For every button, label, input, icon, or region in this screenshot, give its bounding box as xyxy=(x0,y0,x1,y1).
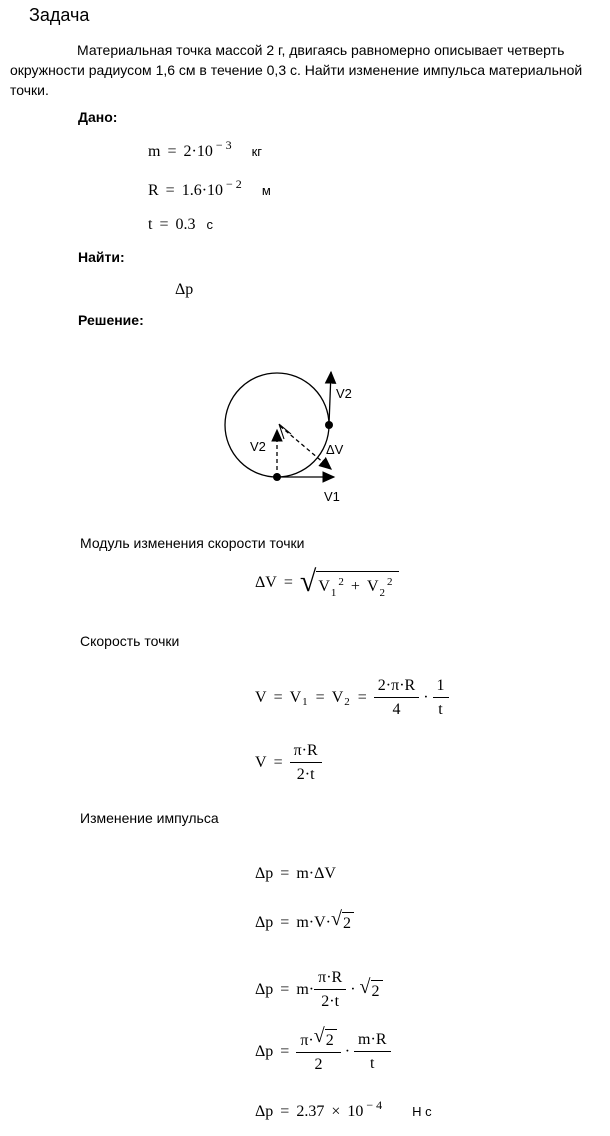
superscript: 2 xyxy=(338,576,344,588)
rhs: m·ΔV xyxy=(296,865,336,882)
equals-sign: = xyxy=(159,216,169,233)
fraction xyxy=(354,1030,390,1073)
statement-line-1: Материальная точка массой 2 г, двигаясь равномерно описывает четверть xyxy=(77,42,565,58)
variable-m: m xyxy=(148,143,161,160)
delta-v-formula xyxy=(255,565,399,599)
subscript: 2 xyxy=(344,696,350,709)
radicand: 2 xyxy=(371,980,383,1001)
multiply-dot: · xyxy=(350,981,356,999)
momentum-formula-1 xyxy=(255,864,336,883)
delta-p-symbol: Δp xyxy=(175,281,194,298)
delta-v-label: ΔV xyxy=(326,442,344,457)
fraction xyxy=(296,1025,340,1074)
page-title: Задача xyxy=(29,5,90,25)
times-sign: × xyxy=(331,1103,341,1120)
v2-vector-arrow xyxy=(329,372,331,425)
square-root xyxy=(299,565,399,599)
mass-exponent: − 3 xyxy=(215,138,232,152)
mass-unit: кг xyxy=(251,144,263,159)
v-term: V xyxy=(318,578,330,595)
time-value: 0.3 xyxy=(175,216,196,233)
numerator: π·R xyxy=(290,741,322,763)
result-unit: Н с xyxy=(412,1104,432,1119)
step-speed-label: Скорость точки xyxy=(80,633,180,649)
result-mantissa: 2.37 xyxy=(296,1103,325,1120)
v-term: V xyxy=(366,578,379,595)
denominator: t xyxy=(438,701,443,719)
v-symbol: V xyxy=(255,754,267,772)
radical-sign: √ xyxy=(359,975,371,998)
numerator: π·R xyxy=(314,968,346,990)
pi-factor: π· xyxy=(300,1032,314,1049)
factor: m· xyxy=(296,981,315,999)
multiply-dot: · xyxy=(423,689,429,707)
equals-sign: = xyxy=(280,913,290,931)
v2-symbol: V xyxy=(331,689,344,707)
equals-sign: = xyxy=(315,689,325,707)
find-label: Найти: xyxy=(78,249,125,265)
numerator: 1 xyxy=(433,676,449,698)
radicand xyxy=(316,571,398,599)
plus-sign: + xyxy=(350,578,360,595)
equals-sign: = xyxy=(283,574,293,591)
v2-dashed-label: V2 xyxy=(250,439,266,454)
square-root xyxy=(330,908,354,933)
lhs: Δp xyxy=(255,913,274,931)
equals-sign: = xyxy=(280,1103,290,1120)
solution-label: Решение: xyxy=(78,312,144,328)
lhs: ΔV xyxy=(255,574,277,591)
subscript: 1 xyxy=(302,696,308,709)
superscript: 2 xyxy=(387,576,393,588)
equals-sign: = xyxy=(273,689,283,707)
denominator: 2·t xyxy=(321,993,340,1011)
speed-formula-2 xyxy=(255,741,322,784)
multiply-dot: · xyxy=(344,1042,351,1060)
fraction xyxy=(433,676,449,719)
equals-sign: = xyxy=(280,1042,290,1060)
speed-formula-1 xyxy=(255,676,449,719)
numerator xyxy=(296,1025,340,1053)
momentum-formula-2 xyxy=(255,908,354,933)
fraction xyxy=(290,741,322,784)
given-radius-equation xyxy=(148,177,271,200)
step-speed-change-label: Модуль изменения скорости точки xyxy=(80,535,305,551)
fraction xyxy=(374,676,419,719)
velocity-diagram xyxy=(214,356,362,508)
given-mass-equation xyxy=(148,138,263,161)
subscript: 1 xyxy=(330,587,337,599)
statement-line-3: точки. xyxy=(10,82,49,98)
lhs: Δp xyxy=(255,865,274,882)
lhs: Δp xyxy=(255,981,274,999)
equals-sign: = xyxy=(357,689,367,707)
subscript: 2 xyxy=(379,587,385,599)
given-label: Дано: xyxy=(78,109,118,125)
radical-sign: √ xyxy=(330,908,342,930)
radius-value: 1.6·10 xyxy=(181,182,224,199)
numerator: m·R xyxy=(354,1030,390,1052)
momentum-formula-4 xyxy=(255,1025,391,1074)
radicand: 2 xyxy=(342,912,354,933)
numerator: 2·π·R xyxy=(374,676,419,698)
equals-sign: = xyxy=(280,865,290,882)
radical-sign: √ xyxy=(299,565,317,598)
square-root xyxy=(313,1025,337,1050)
radicand: 2 xyxy=(325,1029,337,1050)
momentum-result xyxy=(255,1098,432,1121)
denominator: 2·t xyxy=(296,766,315,784)
radius-exponent: − 2 xyxy=(226,177,242,191)
equals-sign: = xyxy=(167,143,177,160)
lhs: Δp xyxy=(255,1103,274,1120)
square-root xyxy=(359,975,383,1001)
variable-r: R xyxy=(148,182,159,199)
time-unit: с xyxy=(206,217,213,232)
variable-t: t xyxy=(148,216,153,233)
radical-sign: √ xyxy=(313,1025,325,1047)
radius-unit: м xyxy=(261,183,271,198)
given-time-equation xyxy=(148,215,213,234)
lhs: Δp xyxy=(255,1042,274,1060)
equals-sign: = xyxy=(273,754,283,772)
result-exponent: − 4 xyxy=(366,1098,383,1112)
fraction xyxy=(314,968,346,1011)
denominator: t xyxy=(370,1054,375,1072)
step-momentum-label: Изменение импульса xyxy=(80,810,219,826)
equals-sign: = xyxy=(280,981,290,999)
equals-sign: = xyxy=(165,182,175,199)
v-symbol: V xyxy=(255,689,267,707)
problem-statement xyxy=(10,40,608,100)
momentum-formula-3 xyxy=(255,968,383,1011)
v2-top-label: V2 xyxy=(336,386,352,401)
denominator: 2 xyxy=(314,1056,323,1074)
v1-label: V1 xyxy=(324,489,340,504)
statement-line-2: окружности радиусом 1,6 см в течение 0,3 с. Найти изменение импульса материальной xyxy=(10,62,583,78)
factors: m·V· xyxy=(296,913,331,931)
mass-value: 2·10 xyxy=(183,143,213,160)
denominator: 4 xyxy=(392,701,401,719)
v1-symbol: V xyxy=(289,689,302,707)
result-base: 10 xyxy=(347,1103,364,1120)
find-symbol xyxy=(175,280,193,299)
